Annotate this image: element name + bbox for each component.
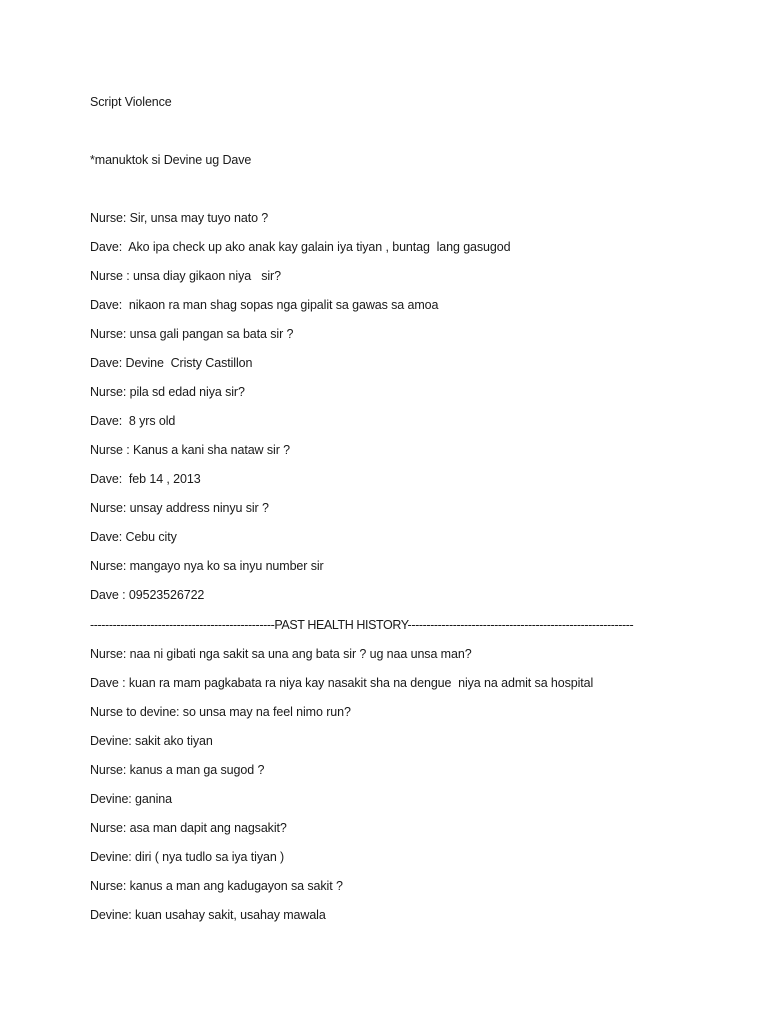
dialogue-line: Dave: nikaon ra man shag sopas nga gipalit sa gawas sa amoa	[90, 298, 439, 312]
dialogue-line: Devine: kuan usahay sakit, usahay mawala	[90, 908, 326, 922]
dialogue-line: Nurse: mangayo nya ko sa inyu number sir	[90, 559, 324, 573]
dialogue-line: Dave: Cebu city	[90, 530, 177, 544]
dialogue-line: Nurse: kanus a man ang kadugayon sa sakit ?	[90, 879, 343, 893]
dialogue-line: Dave: feb 14 , 2013	[90, 472, 201, 486]
dialogue-line: Nurse : unsa diay gikaon niya sir?	[90, 269, 281, 283]
dialogue-line: Nurse: naa ni gibati nga sakit sa una ang bata sir ? ug naa unsa man?	[90, 647, 472, 661]
dialogue-line: Dave : kuan ra mam pagkabata ra niya kay nasakit sha na dengue niya na admit sa hospital	[90, 676, 594, 690]
dialogue-line: Nurse: unsa gali pangan sa bata sir ?	[90, 327, 294, 341]
dialogue-line: Devine: diri ( nya tudlo sa iya tiyan )	[90, 850, 285, 864]
dialogue-line: Nurse: Sir, unsa may tuyo nato ?	[90, 211, 269, 225]
dialogue-line: Dave: Devine Cristy Castillon	[90, 356, 253, 370]
section-divider-past-health-history: -------------------------------------------------PAST HEALTH HISTORY------------------------------------------------------------	[90, 618, 634, 632]
dialogue-line: Nurse: kanus a man ga sugod ?	[90, 763, 265, 777]
dialogue-line: Nurse: asa man dapit ang nagsakit?	[90, 821, 287, 835]
dialogue-line: Devine: ganina	[90, 792, 172, 806]
dialogue-line: Nurse: pila sd edad niya sir?	[90, 385, 245, 399]
scene-note: *manuktok si Devine ug Dave	[90, 153, 252, 167]
dialogue-line: Dave : 09523526722	[90, 588, 205, 602]
dialogue-line: Devine: sakit ako tiyan	[90, 734, 213, 748]
dialogue-line: Dave: 8 yrs old	[90, 414, 176, 428]
dialogue-line: Nurse to devine: so unsa may na feel nimo run?	[90, 705, 351, 719]
document-title: Script Violence	[90, 95, 172, 109]
dialogue-line: Nurse: unsay address ninyu sir ?	[90, 501, 269, 515]
dialogue-line: Dave: Ako ipa check up ako anak kay galain iya tiyan , buntag lang gasugod	[90, 240, 511, 254]
dialogue-line: Nurse : Kanus a kani sha nataw sir ?	[90, 443, 290, 457]
